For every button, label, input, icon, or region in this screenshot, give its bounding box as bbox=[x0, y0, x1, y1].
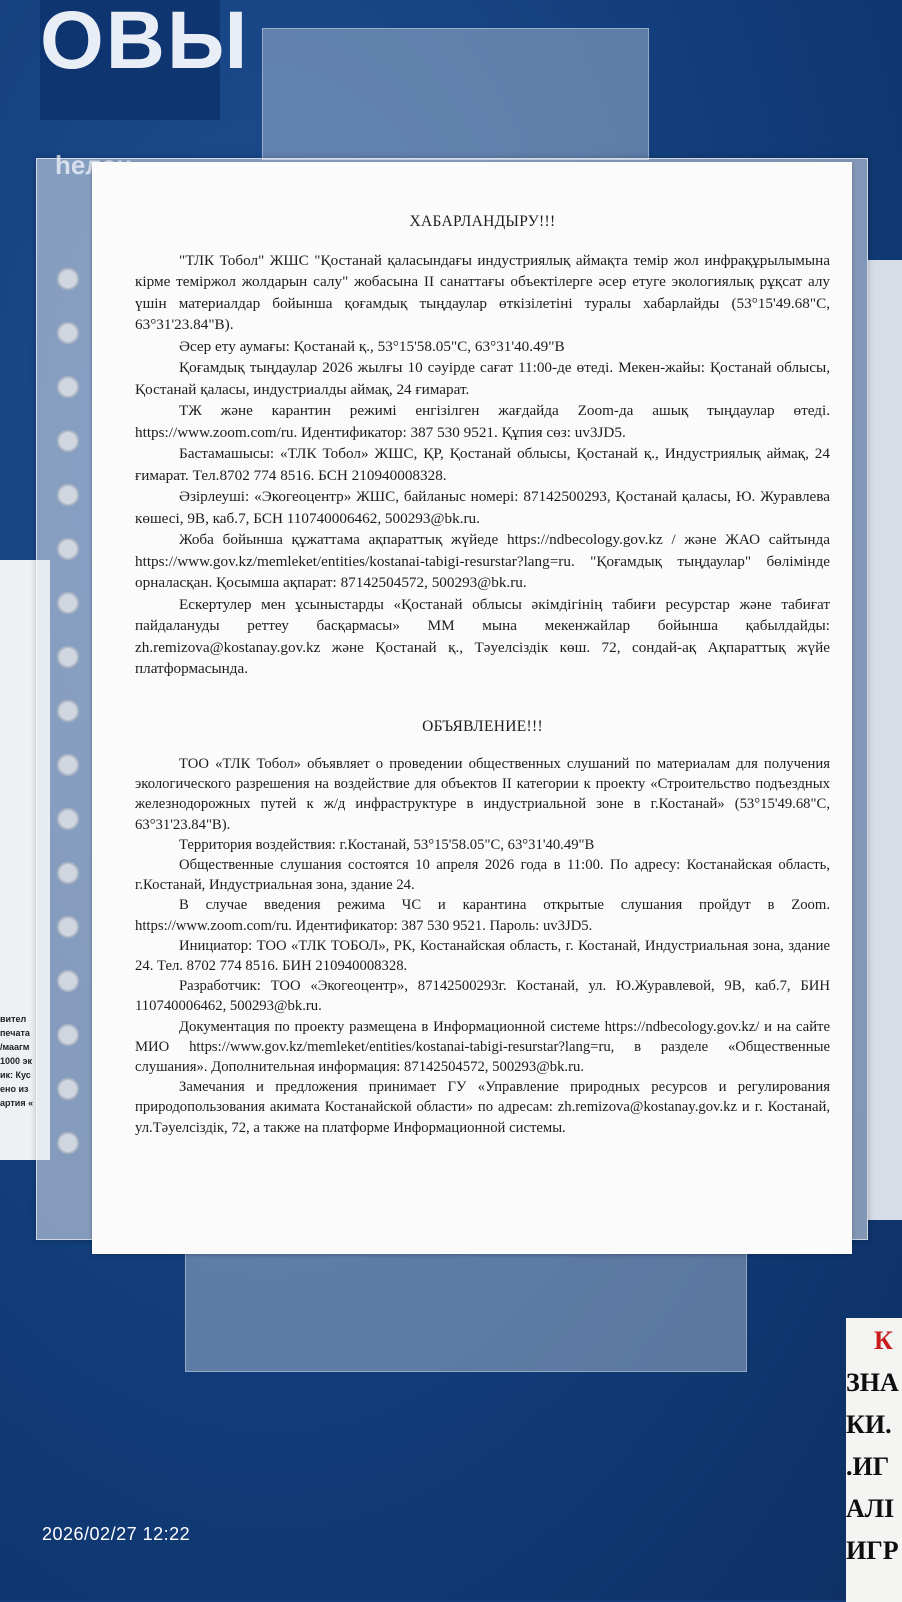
photo-timestamp: 2026/02/27 12:22 bbox=[42, 1524, 191, 1544]
sleeve-hole bbox=[57, 970, 79, 992]
old-sign-fragment: ОВЫ bbox=[40, 0, 220, 120]
kz-paragraph: Бастамашысы: «ТЛК Тобол» ЖШС, ҚР, Қостанай облысы, Қостанай қ., Индустриялық аймақ, 24 ғимарат. Тел.8702 774 8516. БСН 210940008328. bbox=[135, 445, 830, 484]
sleeve-hole bbox=[57, 1132, 79, 1154]
sleeve-hole bbox=[57, 322, 79, 344]
ru-paragraph: Замечания и предложения принимает ГУ «Управление природных ресурсов и регулирования природопользования акимата Костанайской области» по адресам: zh.remizova@kostanay.gov.kz и г. Костанай, ул.Тәуелсіздік, 72, а также на платформе Информационной системы. bbox=[135, 1079, 830, 1136]
kz-paragraph: Қоғамдық тыңдаулар 2026 жылғы 10 сәуірде сағат 11:00-де өтеді. Мекен-жайы: Қостанай облысы, Қостанай қаласы, индустриалды аймақ, 24 ғимарат. bbox=[135, 359, 830, 398]
kz-paragraph: Әзірлеуші: «Экогеоцентр» ЖШС, байланыс номері: 87142500293, Қостанай қаласы, Ю. Журавлева көшесі, 9В, каб.7, БСН 110740006462, 500293@bk.ru. bbox=[135, 488, 830, 527]
sleeve-hole bbox=[57, 268, 79, 290]
ru-paragraph: В случае введения режима ЧС и карантина открытые слушания пройдут в Zoom. https://www.zoom.com/ru. Идентификатор: 387 530 9521. Пароль: uv3JD5. bbox=[135, 897, 830, 934]
sleeve-hole bbox=[57, 754, 79, 776]
sleeve-hole bbox=[57, 538, 79, 560]
ru-paragraph: Территория воздействия: г.Костанай, 53°15'58.05"С, 63°31'40.49"В bbox=[179, 836, 595, 853]
left-poster-text: вител печата /маагм 1000 эк ик: Кус ено из артия « bbox=[0, 1014, 34, 1108]
sleeve-hole bbox=[57, 430, 79, 452]
kz-paragraph: ТЖ және карантин режимі енгізілген жағдайда Zoom-да ашық тыңдаулар өтеді. https://www.zoom.com/ru. Идентификатор: 387 530 9521. Құпия сөз: uv3JD5. bbox=[135, 402, 830, 441]
sleeve-hole bbox=[57, 592, 79, 614]
ru-paragraph: Инициатор: ТОО «ТЛК ТОБОЛ», РК, Костанайская область, г. Костанай, Индустриальная зона, здание 24. Тел. 8702 774 8516. БИН 210940008328. bbox=[135, 937, 830, 975]
right-poster-strip bbox=[868, 260, 902, 1220]
tape-top bbox=[262, 28, 649, 160]
sleeve-hole bbox=[57, 808, 79, 830]
ru-paragraph: Документация по проекту размещена в Информационной системе https://ndbecology.gov.kz/ и на сайте МИО https://www.gov.kz/memleket/entities/kostanai-tabigi-resurstar?lang=ru, в разделе «Общественные слушания». Дополнительная информация: 87142504572, 500293@bk.ru. bbox=[135, 1018, 830, 1076]
sleeve-hole bbox=[57, 1024, 79, 1046]
ru-paragraph: ТОО «ТЛК Тобол» объявляет о проведении общественных слушаний по материалам для получения экологического разрешения на воздействие для объектов II категории к проекту «Строительство подъездных железнодорожных путей к ж/д инфраструктуре в индустриальной зоне в г.Костанай» (53°15'49.68"С, 63°31'23.84"В). bbox=[135, 756, 830, 833]
kz-title: ХАБАРЛАНДЫРУ!!! bbox=[409, 213, 556, 230]
sleeve-hole bbox=[57, 862, 79, 884]
sleeve-hole bbox=[57, 484, 79, 506]
ru-paragraph: Общественные слушания состоятся 10 апреля 2026 года в 11:00. По адресу: Костанайская область, г.Костанай, Индустриальная зона, здание 24. bbox=[135, 857, 830, 894]
notice-document bbox=[135, 205, 830, 1138]
kz-paragraph: Ескертулер мен ұсыныстарды «Қостанай облысы әкімдігінің табиғи ресурстар және табиғат пайдалануды реттеу басқармасы» ММ мына мекенжайлар бойынша қабылдайды: zh.remizova@kostanay.gov.kz және Қостанай қ., Тәуелсіздік көш. 72, сондай-ақ Ақпараттық жүйе платформасында. bbox=[135, 595, 830, 677]
kz-paragraph: "ТЛК Тобол" ЖШС "Қостанай қаласындағы индустриялық аймақта темір жол инфрақұрылымына кірме теміржол жолдарын салу" жобасына ІІ санаттағы объектілерге әсер етуге экологиялық рұқсат алу үшін материалдар бойынша қоғамдық тыңдаулар өткізілетіні туралы хабарлайды (53°15'49.68"С, 63°31'23.84"В). bbox=[135, 251, 830, 333]
sleeve-hole bbox=[57, 916, 79, 938]
sleeve-hole bbox=[57, 1078, 79, 1100]
tape-bottom bbox=[185, 1240, 747, 1372]
sleeve-hole bbox=[57, 646, 79, 668]
ru-paragraph: Разработчик: ТОО «Экогеоцентр», 87142500293г. Костанай, ул. Ю.Журавлевой, 9В, каб.7, БИН 110740006462, 500293@bk.ru. bbox=[135, 978, 830, 1015]
sleeve-hole bbox=[57, 376, 79, 398]
kz-paragraph: Жоба бойынша құжаттама ақпараттық жүйеде https://ndbecology.gov.kz / және ЖАО сайтында https://www.gov.kz/memleket/entities/kostanai-tabigi-resurstar?lang=ru. "Қоғамдық тыңдаулар" бөлімінде орналасқан. Қосымша ақпарат: 87142504572, 500293@bk.ru. bbox=[135, 531, 830, 591]
right-poster-fragment: К ЗНА КИ. .ИГ АЛІ ИГР bbox=[846, 1318, 902, 1602]
sleeve-hole bbox=[57, 700, 79, 722]
kz-paragraph: Әсер ету аумағы: Қостанай қ., 53°15'58.05"С, 63°31'40.49"В bbox=[179, 337, 565, 355]
ru-title: ОБЪЯВЛЕНИЕ!!! bbox=[422, 717, 543, 735]
